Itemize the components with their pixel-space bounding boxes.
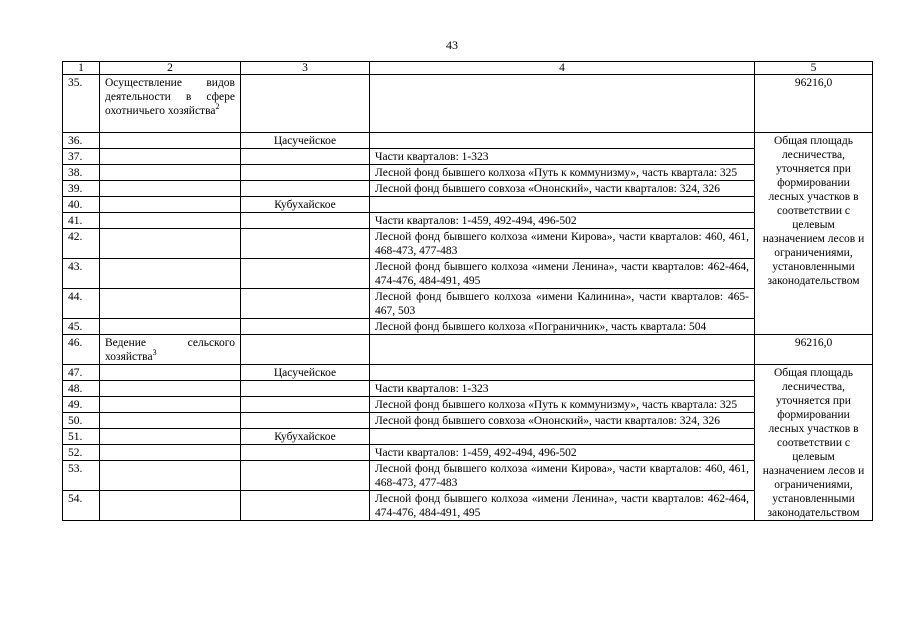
table-row: [63, 149, 873, 165]
parcels-cell: Лесной фонд бывшего колхоза «имени Калинина», части кварталов: 465-467, 503: [370, 289, 755, 319]
row-number: 47.: [63, 365, 100, 381]
area-cell: 96216,0: [755, 75, 873, 133]
row-number: 46.: [63, 335, 100, 365]
row-number: 40.: [63, 197, 100, 213]
activity-cell: [100, 381, 241, 397]
parcels-cell: Части кварталов: 1-459, 492-494, 496-502: [370, 213, 755, 229]
forestry-cell: Кубухайское: [241, 429, 370, 445]
forestry-cell: [241, 289, 370, 319]
row-number: 44.: [63, 289, 100, 319]
row-number: 54.: [63, 491, 100, 521]
parcels-cell: Лесной фонд бывшего колхоза «имени Кирова», части кварталов: 460, 461, 468-473, 477-483: [370, 229, 755, 259]
parcels-cell: [370, 429, 755, 445]
forestry-cell: [241, 335, 370, 365]
forestry-cell: [241, 491, 370, 521]
table-row: [63, 381, 873, 397]
parcels-cell: Лесной фонд бывшего совхоза «Ононский», части кварталов: 324, 326: [370, 413, 755, 429]
table-row: [63, 213, 873, 229]
table-row: [63, 165, 873, 181]
activity-cell: [100, 335, 241, 365]
forestry-cell: [241, 319, 370, 335]
parcels-cell: Части кварталов: 1-459, 492-494, 496-502: [370, 445, 755, 461]
parcels-cell: Лесной фонд бывшего совхоза «Ононский», части кварталов: 324, 326: [370, 181, 755, 197]
activity-cell: [100, 445, 241, 461]
row-number: 48.: [63, 381, 100, 397]
footnote-mark: 2: [215, 102, 220, 112]
row-number: 53.: [63, 461, 100, 491]
row-number: 50.: [63, 413, 100, 429]
row-number: 51.: [63, 429, 100, 445]
parcels-cell: Лесной фонд бывшего колхоза «имени Кирова», части кварталов: 460, 461, 468-473, 477-483: [370, 461, 755, 491]
area-cell: 96216,0: [755, 335, 873, 365]
table-header-row: [63, 62, 873, 75]
parcels-cell: Лесной фонд бывшего колхоза «Путь к коммунизму», часть квартала: 325: [370, 165, 755, 181]
table-row: [63, 133, 873, 149]
row-number: 49.: [63, 397, 100, 413]
forestry-cell: [241, 397, 370, 413]
row-number: 45.: [63, 319, 100, 335]
parcels-cell: [370, 133, 755, 149]
footnote-mark: 3: [152, 348, 157, 358]
forestry-cell: [241, 229, 370, 259]
table-row: [63, 229, 873, 259]
parcels-cell: Части кварталов: 1-323: [370, 149, 755, 165]
activity-cell: [100, 229, 241, 259]
forestry-cell: [241, 149, 370, 165]
forestry-cell: [241, 213, 370, 229]
forestry-cell: [241, 181, 370, 197]
row-number: 39.: [63, 181, 100, 197]
header-col-2: 2: [100, 62, 241, 75]
activity-cell: [100, 365, 241, 381]
parcels-cell: Лесной фонд бывшего колхоза «Пограничник», часть квартала: 504: [370, 319, 755, 335]
forestry-table: [62, 61, 873, 521]
activity-cell: [100, 213, 241, 229]
parcels-cell: [370, 365, 755, 381]
forestry-cell: Кубухайское: [241, 197, 370, 213]
activity-cell: [100, 181, 241, 197]
table-row: [63, 491, 873, 521]
activity-cell: [100, 259, 241, 289]
forestry-cell: [241, 381, 370, 397]
forestry-cell: [241, 75, 370, 133]
parcels-cell: [370, 335, 755, 365]
table-row: [63, 75, 873, 133]
table-row: [63, 413, 873, 429]
table-row: [63, 319, 873, 335]
activity-cell: [100, 319, 241, 335]
activity-cell: [100, 75, 241, 133]
header-col-4: 4: [370, 62, 755, 75]
row-number: 35.: [63, 75, 100, 133]
area-note-cell: Общая площадь лесничества, уточняется при формировании лесных участков в соответствии с целевым назначением лесов и ограничениями, установленными законодательством: [755, 365, 873, 521]
table-row: [63, 429, 873, 445]
activity-cell: [100, 491, 241, 521]
forestry-cell: [241, 413, 370, 429]
activity-cell: [100, 413, 241, 429]
forestry-cell: [241, 461, 370, 491]
table-row: [63, 335, 873, 365]
row-number: 38.: [63, 165, 100, 181]
table-row: [63, 397, 873, 413]
forestry-cell: [241, 445, 370, 461]
activity-cell: [100, 149, 241, 165]
activity-cell: [100, 461, 241, 491]
row-number: 37.: [63, 149, 100, 165]
activity-text: Ведение сельского хозяйства: [105, 337, 235, 363]
row-number: 42.: [63, 229, 100, 259]
table-row: [63, 445, 873, 461]
forestry-cell: [241, 165, 370, 181]
row-number: 41.: [63, 213, 100, 229]
forestry-cell: Цасучейское: [241, 133, 370, 149]
row-number: 52.: [63, 445, 100, 461]
area-note-cell: Общая площадь лесничества, уточняется при формировании лесных участков в соответствии с целевым назначением лесов и ограничениями, установленными законодательством: [755, 133, 873, 335]
row-number: 36.: [63, 133, 100, 149]
parcels-cell: Части кварталов: 1-323: [370, 381, 755, 397]
row-number: 43.: [63, 259, 100, 289]
activity-text: Осуществление видов деятельности в сфере охотничьего хозяйства: [105, 77, 235, 117]
forestry-cell: Цасучейское: [241, 365, 370, 381]
table-row: [63, 461, 873, 491]
page-number: 43: [446, 38, 458, 52]
table-row: [63, 289, 873, 319]
parcels-cell: Лесной фонд бывшего колхоза «Путь к коммунизму», часть квартала: 325: [370, 397, 755, 413]
forestry-cell: [241, 259, 370, 289]
activity-cell: [100, 397, 241, 413]
activity-cell: [100, 165, 241, 181]
table-row: [63, 259, 873, 289]
parcels-cell: [370, 75, 755, 133]
table-row: [63, 181, 873, 197]
header-col-5: 5: [755, 62, 873, 75]
activity-cell: [100, 429, 241, 445]
activity-cell: [100, 289, 241, 319]
parcels-cell: Лесной фонд бывшего колхоза «имени Ленина», части кварталов: 462-464, 474-476, 484-491, 495: [370, 491, 755, 521]
parcels-cell: Лесной фонд бывшего колхоза «имени Ленина», части кварталов: 462-464, 474-476, 484-491, 495: [370, 259, 755, 289]
activity-cell: [100, 197, 241, 213]
parcels-cell: [370, 197, 755, 213]
header-col-1: 1: [63, 62, 100, 75]
activity-cell: [100, 133, 241, 149]
table-row: [63, 197, 873, 213]
table-row: [63, 365, 873, 381]
header-col-3: 3: [241, 62, 370, 75]
